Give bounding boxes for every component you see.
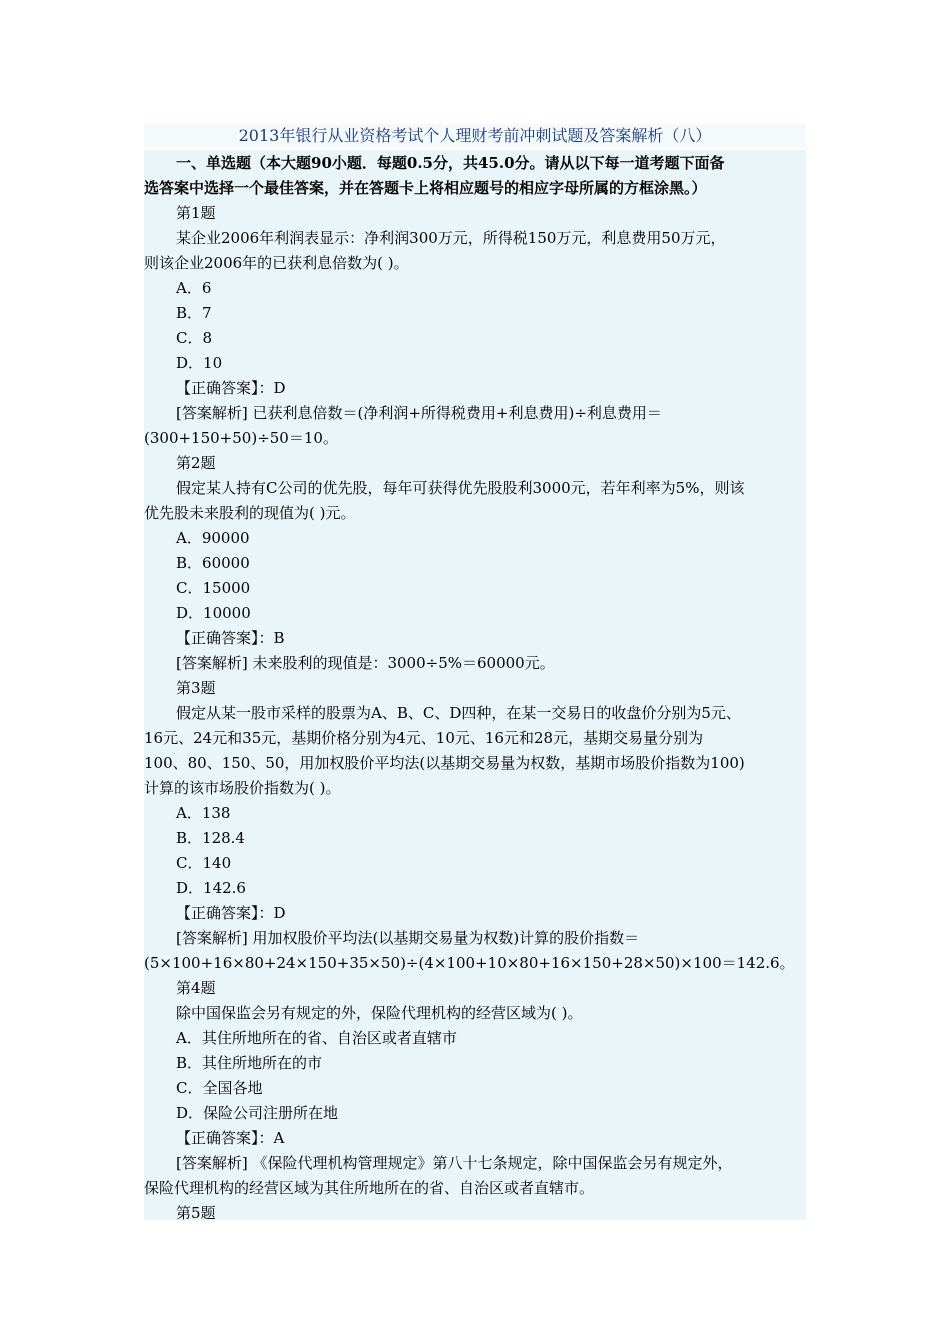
document-title: 2013年银行从业资格考试个人理财考前冲刺试题及答案解析（八） [238,126,712,145]
question-stem: 假定从某一股市采样的股票为A、B、C、D四种，在某一交易日的收盘价分别为5元、 [176,704,741,722]
correct-answer: 【正确答案】：D [176,379,286,397]
option-a: A．138 [176,804,231,822]
answer-explanation: (300+150+50)÷50＝10。 [144,429,338,447]
section-heading-line-1: 一、单选题（本大题90小题．每题0.5分，共45.0分。请从以下每一道考题下面备 [176,154,725,172]
option-d: D．10 [176,354,223,372]
content-area [144,150,806,1220]
correct-answer: 【正确答案】：B [176,629,285,647]
section-heading-line-2: 选答案中选择一个最佳答案，并在答题卡上将相应题号的相应字母所属的方框涂黑。） [144,179,707,197]
answer-explanation: [答案解析] 《保险代理机构管理规定》第八十七条规定，除中国保监会另有规定外， [176,1154,733,1172]
option-c: C．8 [176,329,213,347]
option-a: A．其住所地所在的省、自治区或者直辖市 [176,1029,457,1047]
correct-answer: 【正确答案】：A [176,1129,285,1147]
question-label: 第1题 [176,204,216,222]
question-label: 第4题 [176,979,216,997]
option-b: B．其住所地所在的市 [176,1054,323,1072]
option-c: C．全国各地 [176,1079,263,1097]
answer-explanation: 保险代理机构的经营区域为其住所地所在的省、自治区或者直辖市。 [144,1179,595,1197]
option-b: B．128.4 [176,829,245,847]
question-stem: 16元、24元和35元，基期价格分别为4元、10元、16元和28元，基期交易量分别为 [144,729,704,747]
option-d: D．142.6 [176,879,246,897]
option-d: D．保险公司注册所在地 [176,1104,339,1122]
option-a: A．6 [176,279,212,297]
question-stem: 计算的该市场股价指数为( )。 [144,779,341,797]
question-stem: 则该企业2006年的已获利息倍数为( )。 [144,254,409,272]
option-b: B．60000 [176,554,250,572]
option-c: C．140 [176,854,232,872]
question-label: 第5题 [176,1204,216,1222]
correct-answer: 【正确答案】：D [176,904,286,922]
answer-explanation: (5×100+16×80+24×150+35×50)÷(4×100+10×80+16×150+28×50)×100＝142.6。 [144,954,795,972]
question-label: 第3题 [176,679,216,697]
option-a: A．90000 [176,529,250,547]
question-stem: 假定某人持有C公司的优先股，每年可获得优先股股利3000元，若年利率为5%，则该 [176,479,745,497]
question-label: 第2题 [176,454,216,472]
question-stem: 除中国保监会另有规定的外，保险代理机构的经营区域为( )。 [176,1004,583,1022]
question-stem: 某企业2006年利润表显示：净利润300万元，所得税150万元，利息费用50万元， [176,229,726,247]
option-b: B．7 [176,304,212,322]
answer-explanation: [答案解析] 未来股利的现值是：3000÷5%＝60000元。 [176,654,555,672]
answer-explanation: [答案解析] 已获利息倍数＝(净利润+所得税费用+利息费用)÷利息费用＝ [176,404,662,422]
answer-explanation: [答案解析] 用加权股价平均法(以基期交易量为权数)计算的股价指数＝ [176,929,640,947]
question-stem: 100、80、150、50，用加权股价平均法(以基期交易量为权数，基期市场股价指数为100) [144,754,745,772]
question-stem: 优先股未来股利的现值为( )元。 [144,504,356,522]
option-c: C．15000 [176,579,251,597]
option-d: D．10000 [176,604,251,622]
